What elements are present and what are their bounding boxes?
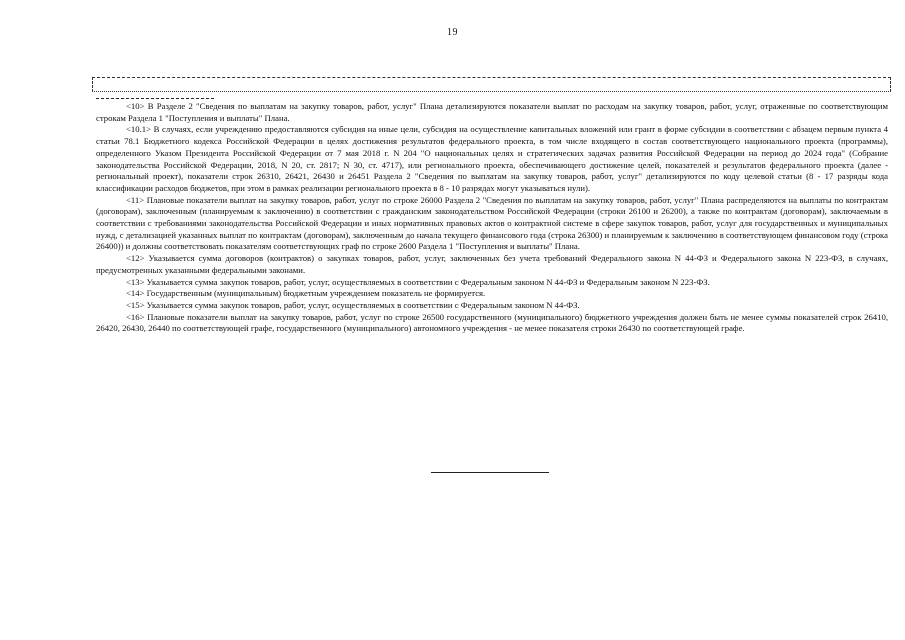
end-rule <box>431 472 549 473</box>
footnote-10: <10> В Разделе 2 "Сведения по выплатам на закупку товаров, работ, услуг" Плана детализируются показатели выплат по расходам на закупку товаров, работ, услуг, отраженные по соответствующим строкам Раздела 1 "Поступления и выплаты" Плана. <box>96 101 888 123</box>
footnote-separator <box>96 98 214 99</box>
footnote-11: <11> Плановые показатели выплат на закупку товаров, работ, услуг по строке 26000 Раздела 2 "Сведения по выплатам на закупку товаров, работ, услуг" Плана распределяются на выплаты по контрактам (договорам), заключенным (планируемым к заключению) в соответствии с гражданским законодательством Российской Федерации (строки 26100 и 26200), а также по контрактам (договорам), заключаемым в соответствии с требованиями законодательства Российской Федерации и иных нормативных правовых актов о контрактной системе в сфере закупок товаров, работ, услуг для государственных и муниципальных нужд, с детализацией указанных выплат по контрактам (договорам), заключенным до начала текущего финансового года (строка 26300) и планируемым к заключению в соответствующем финансовом году (строка 26400)) и должны соответствовать показателям соответствующих граф по строке 2600 Раздела 1 "Поступления и выплаты" Плана. <box>96 194 888 252</box>
footnote-14: <14> Государственным (муниципальным) бюджетным учреждением показатель не формируется. <box>126 288 486 299</box>
footnotes <box>96 101 888 335</box>
footnote-15: <15> Указывается сумма закупок товаров, работ, услуг, осуществляемых в соответствии с Федеральным законом N 44-ФЗ. <box>126 299 580 310</box>
dashed-frame <box>92 77 891 92</box>
footnote-12: <12> Указывается сумма договоров (контрактов) о закупках товаров, работ, услуг, заключенных без учета требований Федерального закона N 44-ФЗ и Федерального закона N 223-ФЗ, в случаях, предусмотренных указанными федеральными законами. <box>96 253 888 275</box>
footnote-10-1: <10.1> В случаях, если учреждению предоставляются субсидия на иные цели, субсидия на осуществление капитальных вложений или грант в форме субсидии в соответствии с абзацем первым пункта 4 статьи 78.1 Бюджетного кодекса Российской Федерации в целях достижения результатов федерального проекта, в том числе входящего в состав соответствующего национального проекта (программы), определенного Указом Президента Российской Федерации от 7 мая 2018 г. N 204 "О национальных целях и стратегических задачах развития Российской Федерации на период до 2024 года" (Собрание законодательства Российской Федерации, 2018, N 20, ст. 2817; N 30, ст. 4717), или регионального проекта, обеспечивающего достижение целей, показателей и результатов федерального проекта (далее - региональный проект), показатели строк 26310, 26421, 26430 и 26451 Раздела 2 "Сведения по выплатам на закупку товаров, работ, услуг" детализируются по коду целевой статьи (8 - 17 разряды кода классификации расходов бюджетов, при этом в рамках реализации регионального проекта в 8 - 10 разрядах могут указываться нули). <box>96 124 888 193</box>
footnote-16: <16> Плановые показатели выплат на закупку товаров, работ, услуг по строке 26500 государственного (муниципального) бюджетного учреждения должен быть не менее суммы показателей строк 26410, 26420, 26430, 26440 по соответствующей графе, государственного (муниципального) автономного учреждения - не менее показателя строки 26430 по соответствующей графе. <box>96 311 888 334</box>
footnote-13: <13> Указывается сумма закупок товаров, работ, услуг, осуществляемых в соответствии с Федеральным законом N 44-ФЗ и Федеральным законом N 223-ФЗ. <box>126 276 710 287</box>
page-number: 19 <box>447 27 458 38</box>
